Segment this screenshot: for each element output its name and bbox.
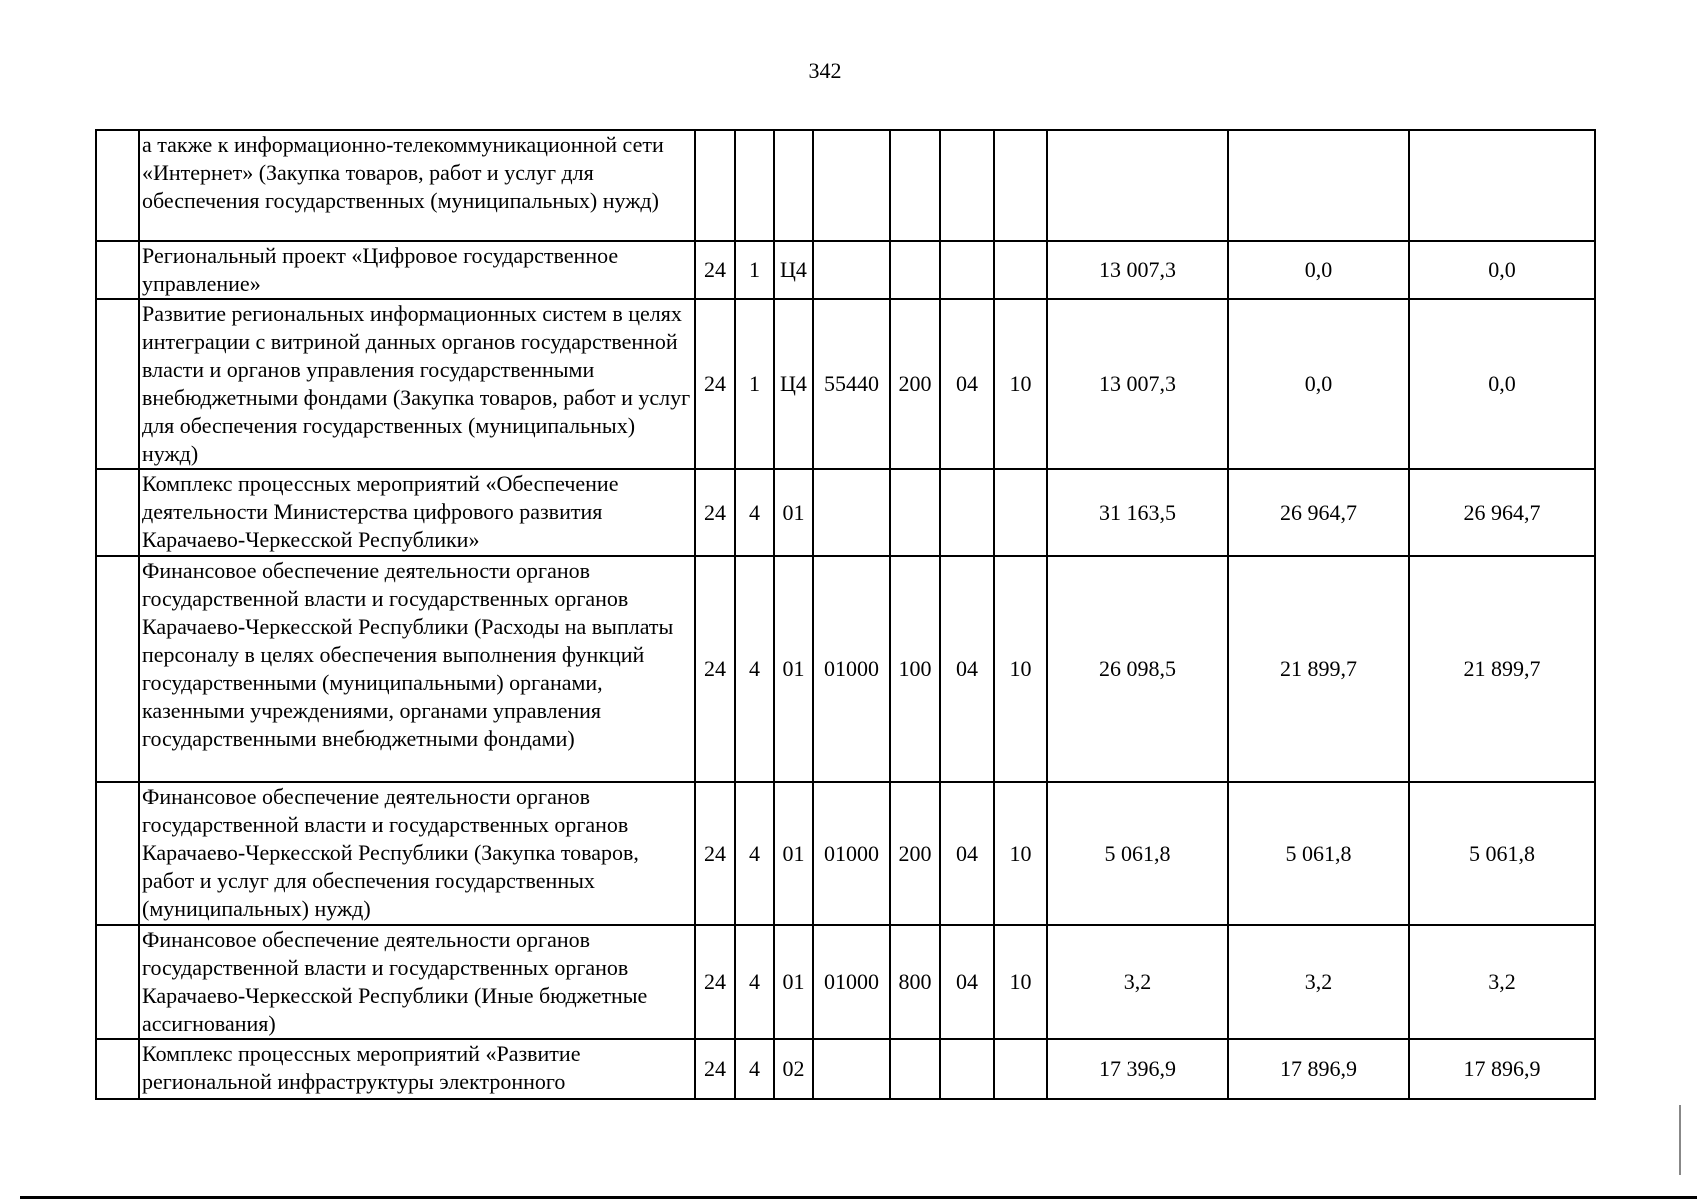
osn-cell: 01 (774, 469, 813, 556)
table-row (96, 1039, 1595, 1099)
page-bottom-rule (20, 1196, 1697, 1199)
gp-cell: 24 (695, 241, 735, 299)
pr-cell: 10 (994, 299, 1047, 469)
year3-amount-cell: 3,2 (1409, 925, 1595, 1039)
code-cell (813, 241, 890, 299)
osn-cell: 01 (774, 782, 813, 925)
pr-cell (994, 1039, 1047, 1099)
code-cell: 01000 (813, 925, 890, 1039)
rz-cell (940, 130, 994, 241)
description-cell: Развитие региональных информационных систем в целях интеграции с витриной данных органов государственной власти и органов управления государственными внебюджетными фондами (Закупка товаров, работ и услуг для обеспечения государственных (муниципальных) нужд) (139, 299, 695, 469)
year3-amount-cell: 26 964,7 (1409, 469, 1595, 556)
row-number-cell (96, 130, 139, 241)
description-cell: Финансовое обеспечение деятельности органов государственной власти и государственных органов Карачаево-Черкесской Республики (Закупка товаров, работ и услуг для обеспечения государственных (муниципальных) нужд) (139, 782, 695, 925)
vr-cell (890, 130, 940, 241)
gp-cell: 24 (695, 299, 735, 469)
code-cell: 01000 (813, 782, 890, 925)
scan-edge-line (1679, 1105, 1681, 1175)
table-row (96, 130, 1595, 241)
year1-amount-cell (1047, 130, 1228, 241)
year2-amount-cell: 3,2 (1228, 925, 1409, 1039)
gp-cell: 24 (695, 556, 735, 782)
pr-cell (994, 469, 1047, 556)
year2-amount-cell: 0,0 (1228, 299, 1409, 469)
year1-amount-cell: 26 098,5 (1047, 556, 1228, 782)
pp-cell: 4 (735, 925, 774, 1039)
table-row (96, 556, 1595, 782)
rz-cell (940, 241, 994, 299)
vr-cell: 200 (890, 782, 940, 925)
row-number-cell (96, 556, 139, 782)
gp-cell (695, 130, 735, 241)
year3-amount-cell (1409, 130, 1595, 241)
osn-cell: 01 (774, 556, 813, 782)
vr-cell: 800 (890, 925, 940, 1039)
row-number-cell (96, 782, 139, 925)
pp-cell: 4 (735, 1039, 774, 1099)
pr-cell (994, 241, 1047, 299)
year1-amount-cell: 5 061,8 (1047, 782, 1228, 925)
description-cell: а также к информационно-телекоммуникационной сети «Интернет» (Закупка товаров, работ и услуг для обеспечения государственных (муниципальных) нужд) (139, 130, 695, 241)
year3-amount-cell: 5 061,8 (1409, 782, 1595, 925)
description-cell: Региональный проект «Цифровое государственное управление» (139, 241, 695, 299)
pp-cell: 1 (735, 241, 774, 299)
pp-cell: 4 (735, 469, 774, 556)
code-cell (813, 130, 890, 241)
osn-cell (774, 130, 813, 241)
description-cell: Финансовое обеспечение деятельности органов государственной власти и государственных органов Карачаево-Черкесской Республики (Иные бюджетные ассигнования) (139, 925, 695, 1039)
rz-cell (940, 469, 994, 556)
year2-amount-cell: 26 964,7 (1228, 469, 1409, 556)
budget-table (95, 129, 1596, 1100)
row-number-cell (96, 925, 139, 1039)
rz-cell (940, 1039, 994, 1099)
year1-amount-cell: 13 007,3 (1047, 299, 1228, 469)
osn-cell: Ц4 (774, 241, 813, 299)
row-number-cell (96, 1039, 139, 1099)
year1-amount-cell: 13 007,3 (1047, 241, 1228, 299)
rz-cell: 04 (940, 556, 994, 782)
year2-amount-cell: 0,0 (1228, 241, 1409, 299)
page-number: 342 (808, 58, 842, 83)
table-row (96, 299, 1595, 469)
pp-cell: 4 (735, 556, 774, 782)
pr-cell: 10 (994, 556, 1047, 782)
table-row (96, 241, 1595, 299)
pp-cell (735, 130, 774, 241)
vr-cell (890, 469, 940, 556)
osn-cell: Ц4 (774, 299, 813, 469)
year2-amount-cell: 17 896,9 (1228, 1039, 1409, 1099)
vr-cell (890, 1039, 940, 1099)
code-cell (813, 469, 890, 556)
row-number-cell (96, 469, 139, 556)
rz-cell: 04 (940, 925, 994, 1039)
year1-amount-cell: 17 396,9 (1047, 1039, 1228, 1099)
pr-cell (994, 130, 1047, 241)
year2-amount-cell: 21 899,7 (1228, 556, 1409, 782)
osn-cell: 01 (774, 925, 813, 1039)
pp-cell: 1 (735, 299, 774, 469)
description-cell: Финансовое обеспечение деятельности органов государственной власти и государственных органов Карачаево-Черкесской Республики (Расходы на выплаты персоналу в целях обеспечения выполнения функций государственными (муниципальными) органами, казенными учреждениями, органами управления государственными внебюджетными фондами) (139, 556, 695, 782)
year3-amount-cell: 0,0 (1409, 299, 1595, 469)
rz-cell: 04 (940, 299, 994, 469)
vr-cell: 200 (890, 299, 940, 469)
description-cell: Комплекс процессных мероприятий «Развитие региональной инфраструктуры электронного (139, 1039, 695, 1099)
code-cell: 01000 (813, 556, 890, 782)
gp-cell: 24 (695, 1039, 735, 1099)
description-cell: Комплекс процессных мероприятий «Обеспечение деятельности Министерства цифрового развития Карачаево-Черкесской Республики» (139, 469, 695, 556)
pp-cell: 4 (735, 782, 774, 925)
code-cell (813, 1039, 890, 1099)
pr-cell: 10 (994, 925, 1047, 1039)
year3-amount-cell: 21 899,7 (1409, 556, 1595, 782)
rz-cell: 04 (940, 782, 994, 925)
gp-cell: 24 (695, 782, 735, 925)
year3-amount-cell: 0,0 (1409, 241, 1595, 299)
table-row (96, 782, 1595, 925)
year1-amount-cell: 31 163,5 (1047, 469, 1228, 556)
gp-cell: 24 (695, 469, 735, 556)
vr-cell: 100 (890, 556, 940, 782)
table-row (96, 925, 1595, 1039)
year2-amount-cell: 5 061,8 (1228, 782, 1409, 925)
row-number-cell (96, 241, 139, 299)
pr-cell: 10 (994, 782, 1047, 925)
code-cell: 55440 (813, 299, 890, 469)
row-number-cell (96, 299, 139, 469)
gp-cell: 24 (695, 925, 735, 1039)
year1-amount-cell: 3,2 (1047, 925, 1228, 1039)
year2-amount-cell (1228, 130, 1409, 241)
table-row (96, 469, 1595, 556)
vr-cell (890, 241, 940, 299)
year3-amount-cell: 17 896,9 (1409, 1039, 1595, 1099)
osn-cell: 02 (774, 1039, 813, 1099)
